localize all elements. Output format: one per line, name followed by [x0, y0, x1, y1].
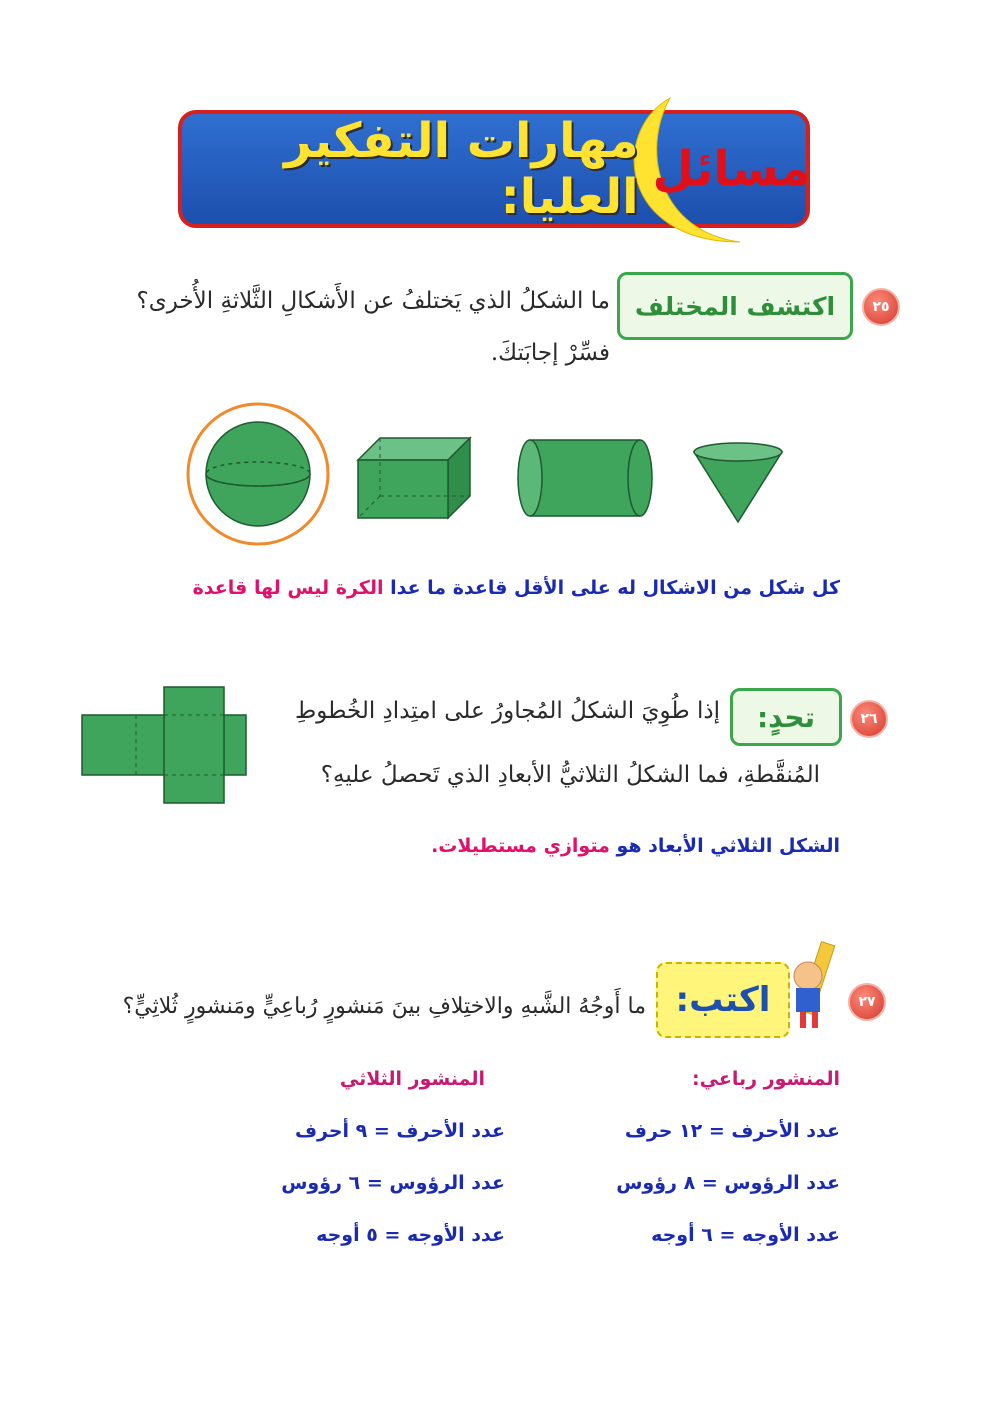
tri-prism-edges: عدد الأحرف = ٩ أحرف — [294, 1120, 505, 1142]
q25-question-line2: فسِّرْ إجابَتكَ. — [490, 340, 610, 366]
write-label: اكتب: — [656, 962, 790, 1038]
q26-answer-part1: الشكل الثلاثي الأبعاد هو — [616, 835, 840, 857]
q25-answer-part1: كل شكل من الاشكال له على الأقل قاعدة ما عدا — [390, 577, 840, 599]
q26-answer — [300, 835, 840, 857]
quad-prism-faces: عدد الأوجه = ٦ أوجه — [651, 1224, 840, 1246]
page-title — [178, 110, 810, 228]
q25-answer-part2: الكرة ليس لها قاعدة — [192, 577, 384, 599]
quad-prism-vertices: عدد الرؤوس = ٨ رؤوس — [616, 1172, 840, 1194]
discover-different-label: اكتشف المختلف — [617, 272, 853, 340]
quad-prism-edges: عدد الأحرف = ١٢ حرف — [624, 1120, 840, 1142]
tri-prism-vertices: عدد الرؤوس = ٦ رؤوس — [281, 1172, 505, 1194]
q26-answer-part2: متوازي مستطيلات. — [431, 835, 610, 857]
q25-answer — [140, 577, 840, 599]
cylinder-shape — [518, 440, 652, 516]
title-yellow-part: مهارات التفكير العليا: — [284, 113, 639, 225]
q26-question-line2: المُنقَّطةِ، فما الشكلُ الثلاثيُّ الأبعادِ الذي تَحصلُ عليهِ؟ — [320, 762, 820, 788]
quad-prism-title: المنشور رباعي: — [692, 1068, 840, 1090]
q27-question: ما أَوجُهُ الشَّبهِ والاختِلافِ بينَ مَنشورٍ رُباعِيٍّ ومَنشورٍ ثُلاثِيٍّ؟ — [122, 994, 646, 1019]
pencil-character-icon — [780, 936, 850, 1036]
cone-shape — [694, 443, 782, 522]
cuboid-net-figure — [80, 685, 250, 805]
question-number-25: ٢٥ — [862, 288, 900, 326]
sphere-shape — [188, 404, 328, 544]
tri-prism-title: المنشور الثلاثي — [339, 1068, 485, 1090]
q25-question-line1: ما الشكلُ الذي يَختلفُ عن الأَشكالِ الثَّلاثةِ الأُخرى؟ — [136, 288, 610, 314]
question-number-27: ٢٧ — [848, 983, 886, 1021]
question-number-26: ٢٦ — [850, 700, 888, 738]
cuboid-shape — [358, 438, 470, 518]
challenge-label: تحدٍ: — [730, 688, 842, 746]
title-red-part: مسائل — [652, 141, 810, 197]
tri-prism-faces: عدد الأوجه = ٥ أوجه — [316, 1224, 505, 1246]
q26-question-line1: إذا طُوِيَ الشكلُ المُجاورُ على امتِدادِ الخُطوطِ — [294, 698, 720, 724]
shapes-row — [180, 400, 820, 550]
